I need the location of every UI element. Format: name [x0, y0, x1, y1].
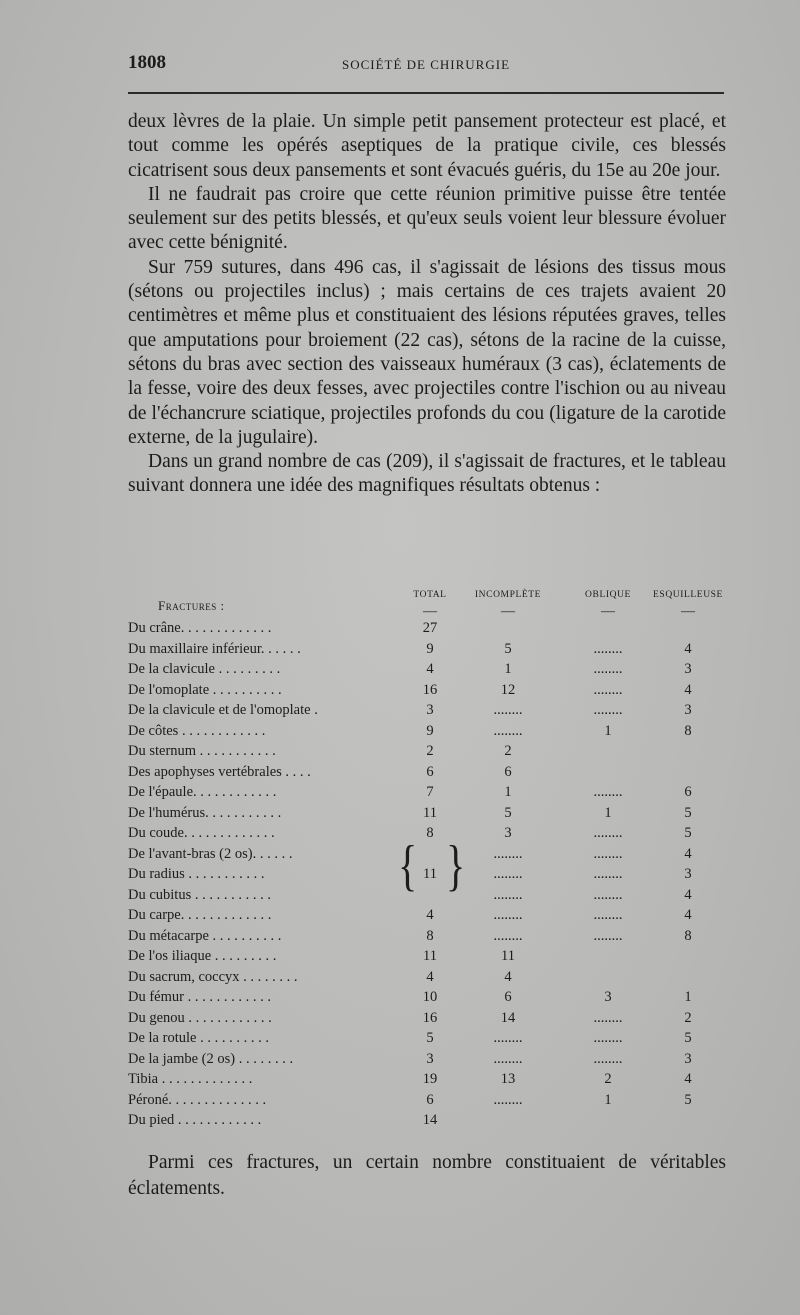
table-row — [128, 907, 728, 927]
cell-oblique: ........ — [593, 825, 623, 841]
cell-esquilleuse: 5 — [684, 1030, 692, 1046]
cell-incomplete: 5 — [504, 804, 512, 821]
cell-total: 16 — [422, 681, 438, 698]
col-dash-esquilleuse: — — [681, 604, 695, 619]
table-row — [128, 805, 728, 825]
table-row — [128, 928, 728, 948]
cell-incomplete: 6 — [504, 989, 512, 1005]
cell-esquilleuse: 4 — [684, 886, 692, 903]
cell-total: 6 — [426, 763, 434, 780]
row-label: Du carpe. . . . . . . . . . . . . — [128, 907, 272, 923]
cell-esquilleuse: 3 — [684, 1050, 692, 1067]
body-text — [128, 110, 726, 499]
cell-oblique: ........ — [593, 927, 623, 944]
table-row — [128, 887, 728, 907]
cell-esquilleuse: 4 — [684, 845, 692, 862]
cell-oblique: ........ — [593, 661, 623, 677]
cell-incomplete: 11 — [501, 948, 515, 964]
cell-incomplete: ........ — [493, 702, 523, 718]
cell-oblique: 3 — [604, 989, 612, 1005]
table-row — [128, 661, 728, 681]
cell-incomplete: 14 — [500, 1009, 516, 1026]
paragraph-3: Sur 759 sutures, dans 496 cas, il s'agissait de lésions des tissus mous (sétons ou projectiles inclus) ; mais certains de ces trajets avaient 20 centimètres et même plus et constituaient des lésions réputées graves, telles que amputations pour broiement (22 cas), sétons de la racine de la cuisse, sétons du bras avec section des vaisseaux huméraux (3 cas), éclatements de la fesse, voire des deux fesses, avec projectiles contre l'ischion ou au niveau de l'échancrure sciatique, projectiles profonds du cou (ligature de la carotide externe, de la jugulaire). — [128, 256, 726, 448]
cell-incomplete: 3 — [504, 825, 512, 841]
table-row — [128, 989, 728, 1009]
cell-total: 3 — [426, 1050, 434, 1067]
row-label: De l'épaule. . . . . . . . . . . . — [128, 784, 277, 800]
cell-esquilleuse: 8 — [684, 927, 692, 944]
closing-text — [128, 1150, 726, 1202]
row-label: Du pied . . . . . . . . . . . . — [128, 1112, 262, 1128]
paragraph-2: Il ne faudrait pas croire que cette réunion primitive puisse être tentée seulement sur des petits blessés, et qu'eux seuls voient leur blessure évoluer avec cette bénignité. — [128, 183, 726, 254]
cell-oblique: ........ — [593, 886, 623, 903]
right-brace: } — [446, 833, 466, 897]
cell-incomplete: 1 — [504, 661, 512, 677]
cell-total: 4 — [426, 661, 434, 677]
table-row — [128, 620, 728, 640]
row-label: Du genou . . . . . . . . . . . . — [128, 1009, 272, 1026]
row-label: Du radius . . . . . . . . . . . — [128, 866, 265, 882]
cell-total: 4 — [426, 968, 434, 985]
col-header-incomplete: INCOMPLÈTE — [474, 590, 542, 600]
table-row — [128, 702, 728, 722]
row-label: De la clavicule et de l'omoplate . — [128, 702, 318, 718]
row-label: De la clavicule . . . . . . . . . — [128, 661, 281, 677]
row-label: Péroné. . . . . . . . . . . . . . — [128, 1091, 267, 1108]
cell-total: 8 — [426, 825, 434, 841]
cell-total: 9 — [426, 640, 434, 657]
cell-oblique: 1 — [604, 1091, 612, 1108]
table-row — [128, 784, 728, 804]
cell-oblique: ........ — [593, 907, 623, 923]
cell-esquilleuse: 8 — [684, 722, 692, 739]
row-label: De la jambe (2 os) . . . . . . . . — [128, 1050, 294, 1067]
row-label: Du métacarpe . . . . . . . . . . — [128, 927, 282, 944]
table-row — [128, 866, 728, 886]
row-label: Du coude. . . . . . . . . . . . . — [128, 825, 275, 841]
cell-total: 6 — [426, 1091, 434, 1108]
cell-esquilleuse: 5 — [684, 825, 692, 841]
table-row — [128, 825, 728, 845]
cell-oblique: ........ — [593, 1050, 623, 1067]
cell-incomplete: 6 — [504, 763, 512, 780]
cell-incomplete: 5 — [504, 640, 512, 657]
row-label: Du sacrum, coccyx . . . . . . . . — [128, 968, 298, 985]
cell-oblique: ........ — [593, 866, 623, 882]
row-label: De côtes . . . . . . . . . . . . — [128, 722, 266, 739]
table-row — [128, 1092, 728, 1112]
page-number: 1808 — [128, 52, 166, 73]
col-dash-total: — — [423, 604, 437, 619]
row-label: Des apophyses vertébrales . . . . — [128, 763, 311, 780]
cell-oblique: 2 — [604, 1071, 612, 1087]
cell-total: 11 — [423, 866, 437, 882]
table-row — [128, 846, 728, 866]
row-label: Du crâne. . . . . . . . . . . . . — [128, 620, 272, 636]
cell-total: 27 — [422, 620, 438, 636]
row-label: Tibia . . . . . . . . . . . . . — [128, 1071, 253, 1087]
cell-incomplete: 4 — [504, 968, 512, 985]
row-label: Du fémur . . . . . . . . . . . . — [128, 989, 271, 1005]
table-row — [128, 764, 728, 784]
table-row — [128, 969, 728, 989]
cell-oblique: ........ — [593, 845, 623, 862]
cell-incomplete: ........ — [493, 927, 523, 944]
col-header-total: TOTAL — [413, 590, 447, 600]
cell-incomplete: ........ — [493, 907, 523, 923]
cell-incomplete: ........ — [493, 722, 523, 739]
cell-total: 5 — [426, 1030, 434, 1046]
row-label: De l'omoplate . . . . . . . . . . — [128, 681, 282, 698]
cell-total: 16 — [422, 1009, 438, 1026]
table-row — [128, 948, 728, 968]
cell-incomplete: 2 — [504, 743, 512, 759]
cell-oblique: 1 — [604, 722, 612, 739]
cell-oblique: ........ — [593, 640, 623, 657]
cell-esquilleuse: 3 — [684, 866, 692, 882]
cell-total: 3 — [426, 702, 434, 718]
cell-oblique: 1 — [604, 804, 612, 821]
col-header-esquilleuse: ESQUILLEUSE — [653, 590, 723, 600]
cell-oblique: ........ — [593, 681, 623, 698]
row-label: De l'os iliaque . . . . . . . . . — [128, 948, 277, 964]
table-row — [128, 743, 728, 763]
cell-total: 14 — [422, 1112, 438, 1128]
cell-esquilleuse: 2 — [684, 1009, 692, 1026]
cell-esquilleuse: 4 — [684, 640, 692, 657]
cell-total: 2 — [426, 743, 434, 759]
cell-total: 7 — [426, 784, 434, 800]
table-row — [128, 723, 728, 743]
row-label: Du sternum . . . . . . . . . . . — [128, 743, 276, 759]
cell-esquilleuse: 3 — [684, 661, 692, 677]
cell-oblique: ........ — [593, 784, 623, 800]
left-brace: { — [398, 833, 418, 897]
cell-incomplete: ........ — [493, 886, 523, 903]
cell-total: 9 — [426, 722, 434, 739]
cell-esquilleuse: 3 — [684, 702, 692, 718]
cell-total: 8 — [426, 927, 434, 944]
cell-incomplete: ........ — [493, 1050, 523, 1067]
paragraph-1: deux lèvres de la plaie. Un simple petit pansement protecteur est placé, et tout comme les opérés aseptiques de la pratique civile, ces blessés cicatrisent sous deux pansements et sont évacués guéris, du 15e au 20e jour. — [128, 111, 726, 181]
section-label: Fractures : — [158, 598, 225, 613]
cell-esquilleuse: 5 — [684, 804, 692, 821]
row-label: De l'humérus. . . . . . . . . . . — [128, 804, 282, 821]
cell-esquilleuse: 4 — [684, 1071, 692, 1087]
row-label: Du cubitus . . . . . . . . . . . — [128, 886, 271, 903]
cell-esquilleuse: 4 — [684, 907, 692, 923]
cell-incomplete: 12 — [500, 681, 516, 698]
cell-incomplete: ........ — [493, 845, 523, 862]
header-rule — [128, 92, 724, 94]
table-row — [128, 1051, 728, 1071]
cell-incomplete: 1 — [504, 784, 512, 800]
cell-total: 4 — [426, 907, 434, 923]
row-label: De la rotule . . . . . . . . . . — [128, 1030, 269, 1046]
cell-esquilleuse: 5 — [684, 1091, 692, 1108]
row-label: Du maxillaire inférieur. . . . . . — [128, 640, 301, 657]
cell-incomplete: 13 — [500, 1071, 516, 1087]
table-row — [128, 1030, 728, 1050]
cell-oblique: ........ — [593, 1030, 623, 1046]
cell-total: 10 — [422, 989, 438, 1005]
paragraph-4: Dans un grand nombre de cas (209), il s'agissait de fractures, et le tableau suivant donnera une idée des magnifiques résultats obtenus : — [128, 451, 726, 497]
col-dash-oblique: — — [601, 604, 615, 619]
cell-incomplete: ........ — [493, 1030, 523, 1046]
cell-incomplete: ........ — [493, 1091, 523, 1108]
col-dash-incomplete: — — [501, 604, 515, 619]
table-row — [128, 682, 728, 702]
cell-esquilleuse: 6 — [684, 784, 692, 800]
col-header-oblique: OBLIQUE — [585, 590, 631, 600]
cell-total: 11 — [423, 804, 437, 821]
table-row — [128, 1010, 728, 1030]
table-row — [128, 641, 728, 661]
table-row — [128, 1112, 728, 1132]
cell-oblique: ........ — [593, 1009, 623, 1026]
cell-esquilleuse: 1 — [684, 989, 692, 1005]
cell-incomplete: ........ — [493, 866, 523, 882]
cell-esquilleuse: 4 — [684, 681, 692, 698]
cell-total: 19 — [422, 1071, 438, 1087]
cell-oblique: ........ — [593, 702, 623, 718]
closing-paragraph: Parmi ces fractures, un certain nombre constituaient de véritables éclatements. — [128, 1152, 726, 1199]
table-row — [128, 1071, 728, 1091]
page-header — [128, 52, 724, 82]
cell-total: 11 — [423, 948, 437, 964]
row-label: De l'avant-bras (2 os). . . . . . — [128, 845, 293, 862]
running-title: SOCIÉTÉ DE CHIRURGIE — [341, 57, 511, 72]
